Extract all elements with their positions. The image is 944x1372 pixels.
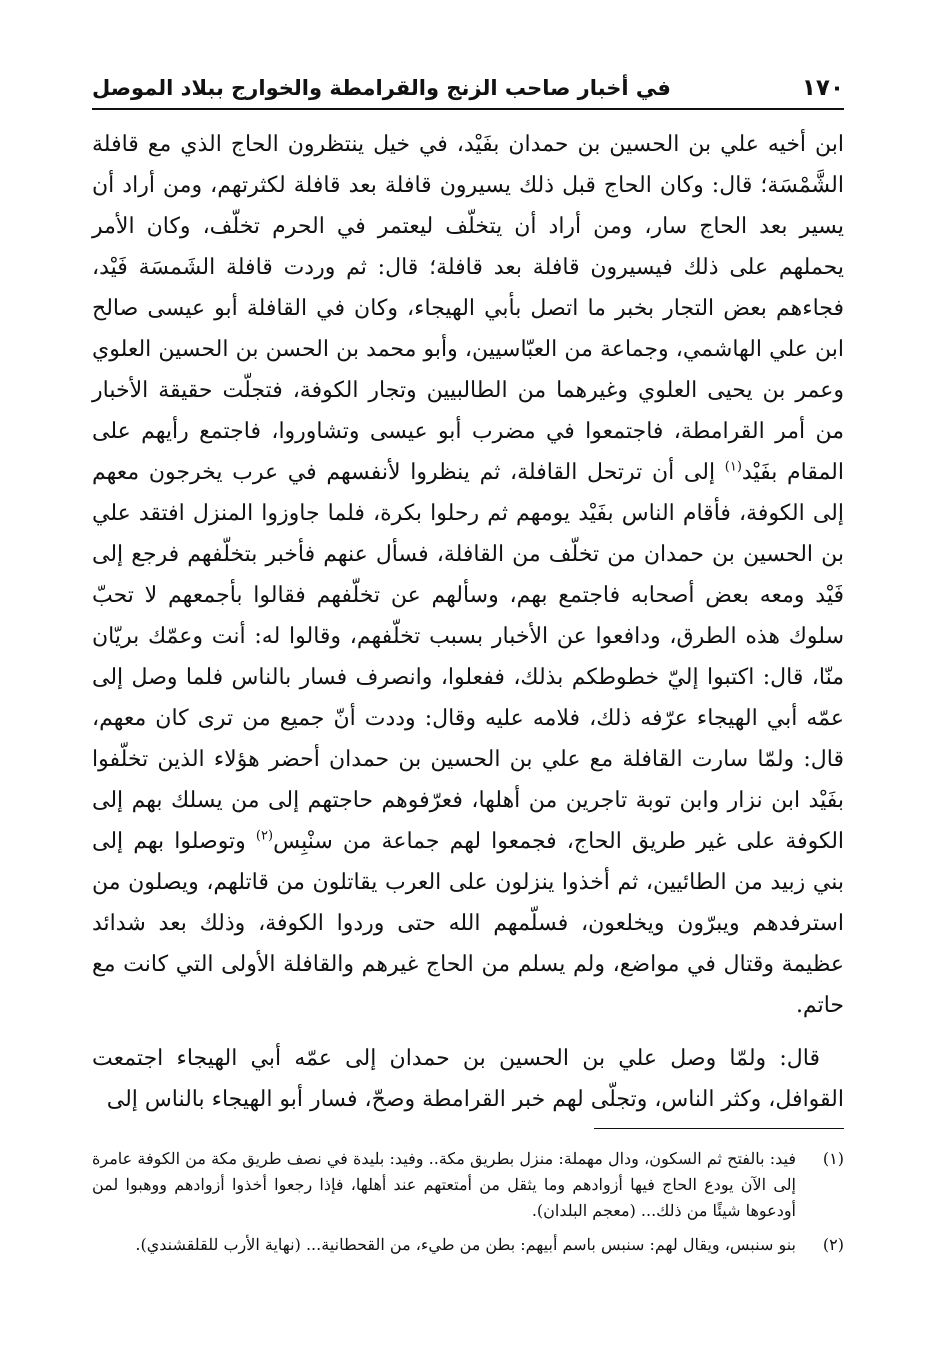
footnote-rule — [594, 1128, 844, 1129]
paragraph-1-part-1: ابن أخيه علي بن الحسين بن حمدان بفَيْد، في خيل ينتظرون الحاج الذي مع قافلة الشَّمْسَة؛ قال: وكان الحاج قبل ذلك يسيرون قافلة بعد قافلة لكثرتهم، ومن أراد أن يسير بعد الحاج سار، ومن أراد أن يتخلّف ليعتمر في الحرم تخلّف، وكان الأمر يحملهم على ذلك فيسيرون قافلة بعد قافلة؛ قال: ثم وردت قافلة الشَمسَة فَيْد، فجاءهم بعض التجار بخبر ما اتصل بأبي الهيجاء، وكان في القافلة أبو عيسى صالح ابن علي الهاشمي، وجماعة من العبّاسيين، وأبو محمد بن الحسن بن الحسين العلوي وعمر بن يحيى العلوي وغيرهما من الطالبيين وتجار الكوفة، فتجلّت حقيقة الأخبار من أمر القرامطة، فاجتمعوا في مضرب أبو عيسى وتشاوروا، فاجتمع رأيهم على المقام بفَيْد — [92, 132, 844, 485]
footnote-1 — [92, 1146, 844, 1224]
footnote-marker-2: (٢) — [255, 828, 274, 844]
running-header — [92, 70, 844, 106]
footnote-2-text: بنو سنبس، ويقال لهم: سنبس باسم أبيهم: بطن من طيء، من القحطانية... (نهاية الأرب للقلقشندي). — [135, 1235, 796, 1254]
header-rule — [92, 108, 844, 110]
footnote-1-text: فيد: بالفتح ثم السكون، ودال مهملة: منزل بطريق مكة.. وفيد: بليدة في نصف طريق مكة من الكوفة عامرة إلى الآن يودع الحاج فيها أزوادهم وما يثقل من أمتعتهم عند أهلها، فإذا رجعوا أخذوا أزوادهم ووهبوا لمن أودعوها شيئًا من ذلك... (معجم البلدان). — [92, 1149, 796, 1220]
footnote-marker-1: (١) — [724, 459, 742, 475]
paragraph-2: قال: ولمّا وصل علي بن الحسين بن حمدان إلى عمّه أبي الهيجاء اجتمعت القوافل، وكثر الناس، وتجلّى لهم خبر القرامطة وصحّ، فسار أبو الهيجاء بالناس إلى — [92, 1046, 844, 1112]
body-text — [92, 124, 844, 1120]
running-header-title: في أخبار صاحب الزنج والقرامطة والخوارج ببلاد الموصل — [92, 76, 671, 100]
page-number: ١٧٠ — [801, 75, 844, 101]
footnote-1-number: (١) — [822, 1149, 844, 1168]
paragraph-1 — [92, 124, 845, 1018]
footnotes — [92, 1146, 844, 1266]
footnote-2-number: (٢) — [822, 1235, 844, 1254]
paragraph-1-part-2: إلى أن ترتحل القافلة، ثم ينظروا لأنفسهم في عرب يخرجون معهم إلى الكوفة، فأقام الناس بفَيْد يومهم ثم رحلوا بكرة، فلما جاوزوا المنزل افتقد علي بن الحسين بن حمدان من تخلّف من القافلة، فسأل عنهم فأخبر بتخلّفهم فرجع إلى فَيْد ومعه بعض أصحابه فاجتمع بهم، وسألهم عن تخلّفهم فقالوا بأجمعهم لا تحبّ سلوك هذه الطرق، ودافعوا عن الأخبار بسبب تخلّفهم، وقالوا له: أنت وعمّك بريّان منّا، قال: اكتبوا إليّ خطوطكم بذلك، ففعلوا، وانصرف فسار بالناس فلما وصل إلى عمّه أبي الهيجاء عرّفه ذلك، فلامه عليه وقال: وددت أنّ جميع من ترى كان معهم، قال: ولمّا سارت القافلة مع علي بن الحسين بن حمدان أحضر هؤلاء الذين تخلّفوا بفَيْد ابن نزار وابن توبة تاجرين من أهلها، فعرّفوهم حاجتهم إلى من يسلك بهم إلى الكوفة على غير طريق الحاج، فجمعوا لهم جماعة من سنْبِس — [92, 460, 845, 854]
footnote-2 — [92, 1232, 844, 1258]
paragraph-1-part-3: وتوصلوا بهم إلى بني زبيد من الطائيين، ثم أخذوا ينزلون على العرب يقاتلون من قاتلهم، ويصلون من استرفدهم ويبرّون ويخلعون، فسلّمهم الله حتى وردوا الكوفة، وذلك بعد شدائد عظيمة وقتال في مواضع، ولم يسلم من الحاج غيرهم والقافلة الأولى التي كانت مع حاتم. — [92, 829, 844, 1018]
